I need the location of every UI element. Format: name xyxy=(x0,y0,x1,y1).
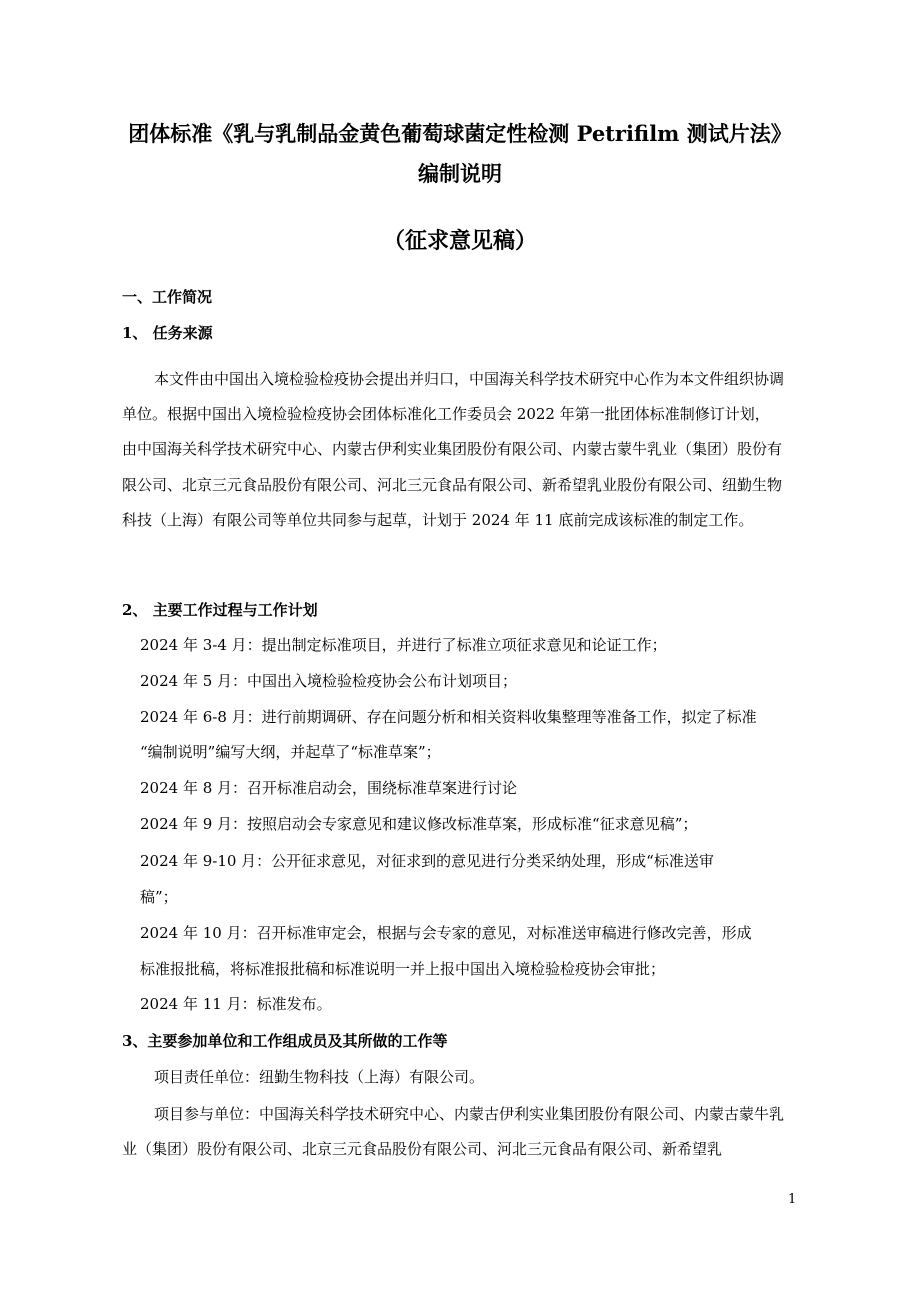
draft-status: （征求意见稿） xyxy=(382,228,537,254)
plan-item: 2024 年 5 月：中国出入境检验检疫协会公布计划项目； xyxy=(140,672,518,690)
plan-item: 2024 年 9 月：按照启动会专家意见和建议修改标准草案，形成标准“征求意见稿”； xyxy=(140,815,698,833)
plan-item-continued: “编制说明”编写大纲，并起草了“标准草案”； xyxy=(140,743,441,761)
page-number: 1 xyxy=(788,1192,797,1207)
participating-units: 项目参与单位：中国海关科学技术研究中心、内蒙古伊利实业集团股份有限公司、内蒙古蒙牛乳业（集团）股份有限公司、北京三元食品股份有限公司、河北三元食品有限公司、新希望乳 xyxy=(122,1105,785,1159)
plan-item: 2024 年 6-8 月：进行前期调研、存在问题分析和相关资料收集整理等准备工作，拟定了标准 xyxy=(140,708,757,726)
plan-item: 2024 年 11 月：标准发布。 xyxy=(140,995,332,1013)
plan-item: 2024 年 10 月：召开标准审定会，根据与会专家的意见，对标准送审稿进行修改完善，形成 xyxy=(140,924,752,942)
document-subtitle: 编制说明 xyxy=(418,161,502,186)
paragraph-task-source: 本文件由中国出入境检验检疫协会提出并归口，中国海关科学技术研究中心作为本文件组织协调单位。根据中国出入境检验检疫协会团体标准化工作委员会 2022 年第一批团体标准制修订计划，由中国海关科学技术研究中心、内蒙古伊利实业集团股份有限公司、内蒙古蒙牛乳业（集团）股份有限公司、北京三元食品股份有限公司、河北三元食品有限公司、新希望乳业股份有限公司、纽勤生物科技（上海）有限公司等单位共同参与起草，计划于 2024 年 11 底前完成该标准的制定工作。 xyxy=(122,370,785,529)
subsection-heading-participants: 3、主要参加单位和工作组成员及其所做的工作等 xyxy=(122,1032,448,1050)
responsible-unit: 项目责任单位：纽勤生物科技（上海）有限公司。 xyxy=(154,1068,485,1086)
plan-item: 2024 年 8 月：召开标准启动会，围绕标准草案进行讨论 xyxy=(140,779,518,797)
plan-item-continued: 标准报批稿，将标准报批稿和标准说明一并上报中国出入境检验检疫协会审批； xyxy=(140,960,666,978)
plan-item: 2024 年 3-4 月：提出制定标准项目，并进行了标准立项征求意见和论证工作； xyxy=(140,636,667,654)
plan-item-continued: 稿”； xyxy=(140,888,178,906)
document-title: 团体标准《乳与乳制品金黄色葡萄球菌定性检测 Petrifilm 测试片法》 xyxy=(128,121,792,146)
subsection-heading-task-source: 1、 任务来源 xyxy=(122,324,213,342)
subsection-heading-work-plan: 2、 主要工作过程与工作计划 xyxy=(122,601,318,619)
plan-item: 2024 年 9-10 月：公开征求意见，对征求到的意见进行分类采纳处理，形成“标准送审 xyxy=(140,852,714,870)
section-heading-1: 一、工作简况 xyxy=(122,288,213,306)
